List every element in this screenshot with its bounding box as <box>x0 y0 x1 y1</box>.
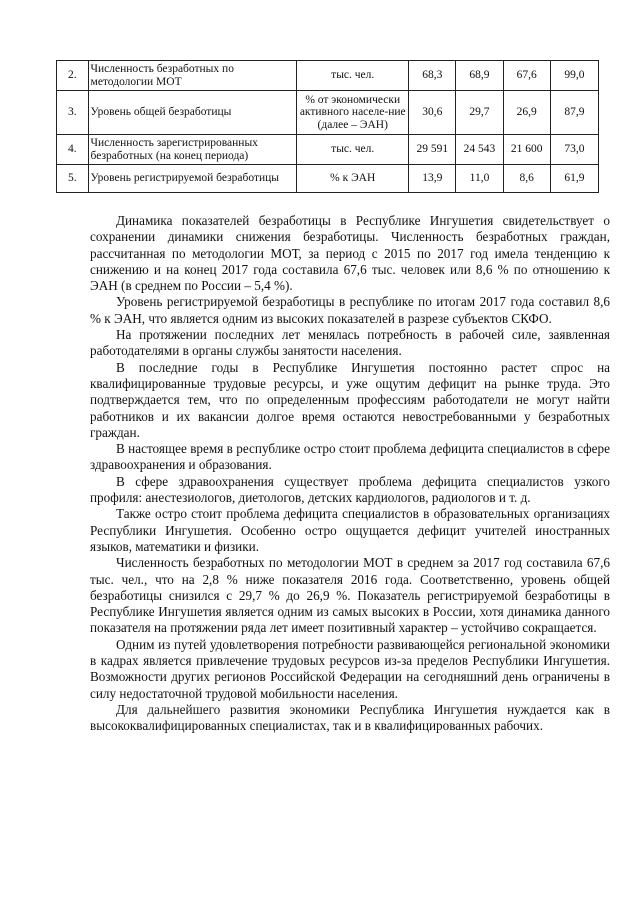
paragraph: Для дальнейшего развития экономики Республика Ингушетия нуждается как в высококвалифицированных специалистах, так и в квалифицированных рабочих. <box>90 701 610 734</box>
table-row <box>57 91 599 135</box>
value-cell: 99,0 <box>550 61 598 91</box>
indicator-name: Численность безработных по методологии МОТ <box>88 61 297 91</box>
unit-cell: % от экономически активного населе-ние (далее – ЭАН) <box>297 91 409 135</box>
paragraph: Динамика показателей безработицы в Республике Ингушетия свидетельствует о сохранении динамики снижения безработицы. Численность безработных граждан, рассчитанная по методологии МОТ, за период с 2015 по 2017 год имела тенденцию к снижению и на конец 2017 года составила 67,6 тыс. человек или 8,6 % по отношению к ЭАН (в среднем по России – 5,4 %). <box>90 213 610 294</box>
indicator-name: Численность зарегистрированных безработных (на конец периода) <box>88 135 297 165</box>
value-cell: 68,3 <box>409 61 456 91</box>
statistics-table <box>56 60 599 193</box>
paragraph: В сфере здравоохранения существует проблема дефицита специалистов узкого профиля: анестезиологов, диетологов, детских кардиологов, радиологов и т. д. <box>90 473 610 506</box>
value-cell: 73,0 <box>550 135 598 165</box>
value-cell: 8,6 <box>503 165 550 193</box>
unit-cell: тыс. чел. <box>297 135 409 165</box>
value-cell: 13,9 <box>409 165 456 193</box>
value-cell: 87,9 <box>550 91 598 135</box>
row-number: 2. <box>57 61 89 91</box>
table-row <box>57 61 599 91</box>
unit-cell: тыс. чел. <box>297 61 409 91</box>
paragraph: В последние годы в Республике Ингушетия постоянно растет спрос на квалифицированные трудовые ресурсы, и уже ощутим дефицит на рынке труда. Это подтверждается тем, что по определенным профессиям работодатели не могут найти работников и их вакансии долгое время остаются невостребованными у безработных граждан. <box>90 359 610 440</box>
paragraph: Также остро стоит проблема дефицита специалистов в образовательных организациях Республики Ингушетия. Особенно остро ощущается дефицит учителей иностранных языков, математики и физики. <box>90 506 610 554</box>
value-cell: 11,0 <box>456 165 503 193</box>
value-cell: 29,7 <box>456 91 503 135</box>
paragraph: Уровень регистрируемой безработицы в республике по итогам 2017 года составил 8,6 % к ЭАН, что является одним из высоких показателей в разрезе субъектов СКФО. <box>90 294 610 326</box>
table-row <box>57 135 599 165</box>
value-cell: 24 543 <box>456 135 503 165</box>
row-number: 5. <box>57 165 89 193</box>
unit-cell: % к ЭАН <box>297 165 409 193</box>
value-cell: 29 591 <box>409 135 456 165</box>
indicator-name: Уровень общей безработицы <box>88 91 297 135</box>
table-row <box>57 165 599 193</box>
value-cell: 30,6 <box>409 91 456 135</box>
paragraph: Одним из путей удовлетворения потребности развивающейся региональной экономики в кадрах является привлечение трудовых ресурсов из-за пределов Республики Ингушетия. Возможности других регионов Российской Федерации на сегодняшний день ограничены в силу недостаточной трудовой мобильности населения. <box>90 636 610 701</box>
row-number: 3. <box>57 91 89 135</box>
value-cell: 61,9 <box>550 165 598 193</box>
value-cell: 26,9 <box>503 91 550 135</box>
value-cell: 68,9 <box>456 61 503 91</box>
row-number: 4. <box>57 135 89 165</box>
paragraph: Численность безработных по методологии МОТ в среднем за 2017 год составила 67,6 тыс. чел., что на 2,8 % ниже показателя 2016 года. Соответственно, уровень общей безработицы снизился с 29,7 % до 26,9 %. Показатель регистрируемой безработицы в Республике Ингушетия является одним из самых высоких в России, хотя динамика данного показателя на протяжении ряда лет имеет позитивный характер – устойчиво сокращается. <box>90 555 610 636</box>
paragraph: На протяжении последних лет менялась потребность в рабочей силе, заявленная работодателями в органы службы занятости населения. <box>90 327 610 359</box>
paragraph: В настоящее время в республике остро стоит проблема дефицита специалистов в сфере здравоохранения и образования. <box>90 441 610 473</box>
value-cell: 21 600 <box>503 135 550 165</box>
indicator-name: Уровень регистрируемой безработицы <box>88 165 297 193</box>
value-cell: 67,6 <box>503 61 550 91</box>
body-text <box>90 213 610 735</box>
